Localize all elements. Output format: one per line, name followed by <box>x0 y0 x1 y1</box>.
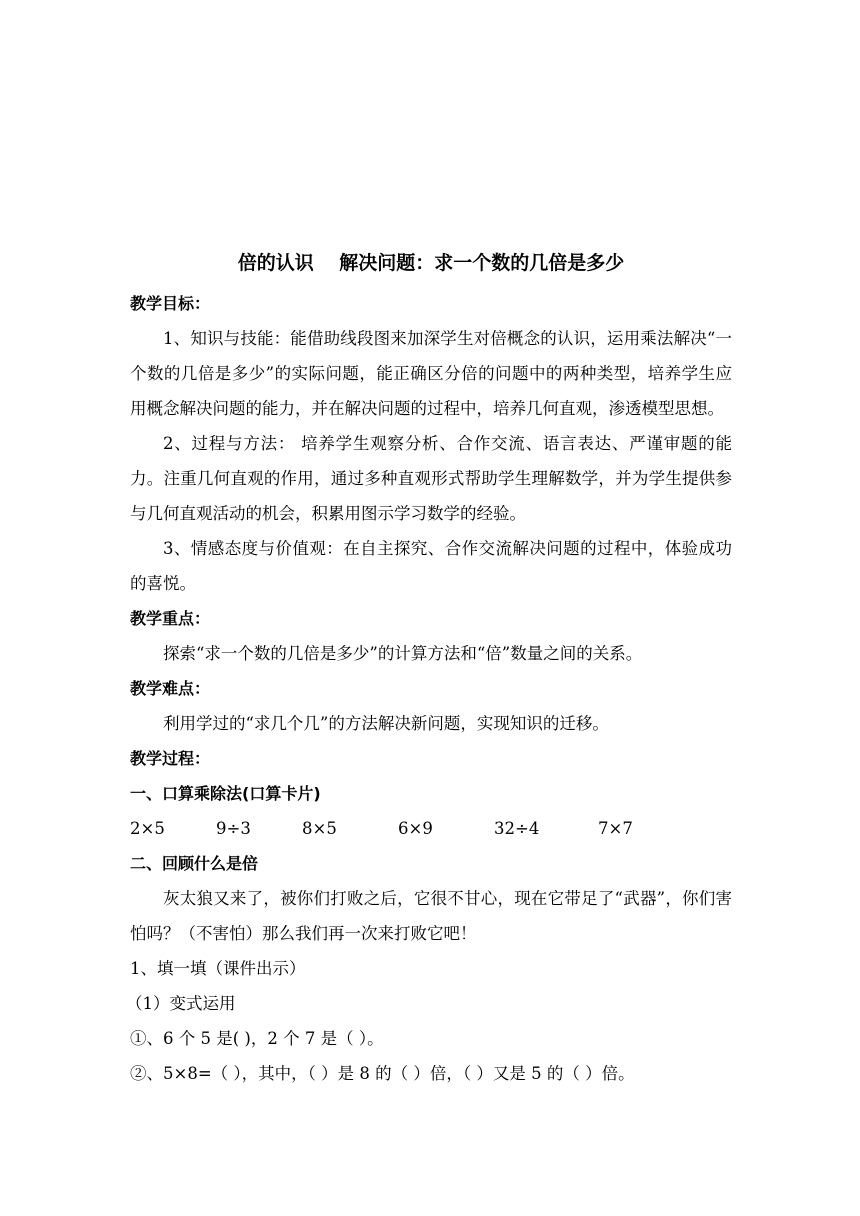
key-point-text: 探索“求一个数的几倍是多少”的计算方法和“倍”数量之间的关系。 <box>163 644 643 663</box>
goal-knowledge: 1、知识与技能：能借助线段图来加深学生对倍概念的认识，运用乘法解决“一个数的几倍是多少”的实际问题，能正确区分倍的问题中的两种类型，培养学生应用概念解决问题的能力，并在解决问题的过程中，培养几何直观，渗透模型思想。 <box>130 329 732 418</box>
calc-item: 8×5 <box>302 819 337 838</box>
process-heading: 教学过程： <box>130 749 211 768</box>
question-2: ②、5×8=（ ），其中，（ ）是 8 的（ ）倍，（ ）又是 5 的（ ）倍。 <box>130 1064 635 1083</box>
key-point-heading: 教学重点： <box>130 609 211 628</box>
calc-item: 9÷3 <box>216 819 251 838</box>
difficulty-heading: 教学难点： <box>130 679 211 698</box>
goal-attitude: 3、情感态度与价值观：在自主探究、合作交流解决问题的过程中，体验成功的喜悦。 <box>130 539 732 593</box>
variant-title: （1）变式运用 <box>126 994 236 1013</box>
section-review-heading: 二、回顾什么是倍 <box>130 854 259 873</box>
review-intro: 灰太狼又来了，被你们打败之后，它很不甘心，现在它带足了“武器”，你们害怕吗？（不害怕）那么我们再一次来打败它吧！ <box>130 889 732 943</box>
mental-math-row <box>130 811 732 846</box>
difficulty-text: 利用学过的“求几个几”的方法解决新问题，实现知识的迁移。 <box>163 714 609 733</box>
lesson-plan <box>126 248 732 1091</box>
calc-item: 2×5 <box>130 819 165 838</box>
calc-item: 32÷4 <box>494 819 540 838</box>
question-1: ①、6 个 5 是( )，2 个 7 是（ ）。 <box>130 1029 384 1048</box>
goal-process: 2、过程与方法： 培养学生观察分析、合作交流、语言表达、严谨审题的能力。注重几何直观的作用，通过多种直观形式帮助学生理解数学，并为学生提供参与几何直观活动的机会，积累用图示学习数学的经验。 <box>130 434 732 523</box>
page-title: 倍的认识 解决问题：求一个数的几倍是多少 <box>237 252 625 274</box>
section-mental-math-heading: 一、口算乘除法(口算卡片) <box>130 784 321 803</box>
goals-heading: 教学目标： <box>130 294 211 313</box>
calc-item: 7×7 <box>598 819 633 838</box>
calc-item: 6×9 <box>398 819 433 838</box>
fill-in-title: 1、填一填（课件出示） <box>130 959 306 978</box>
